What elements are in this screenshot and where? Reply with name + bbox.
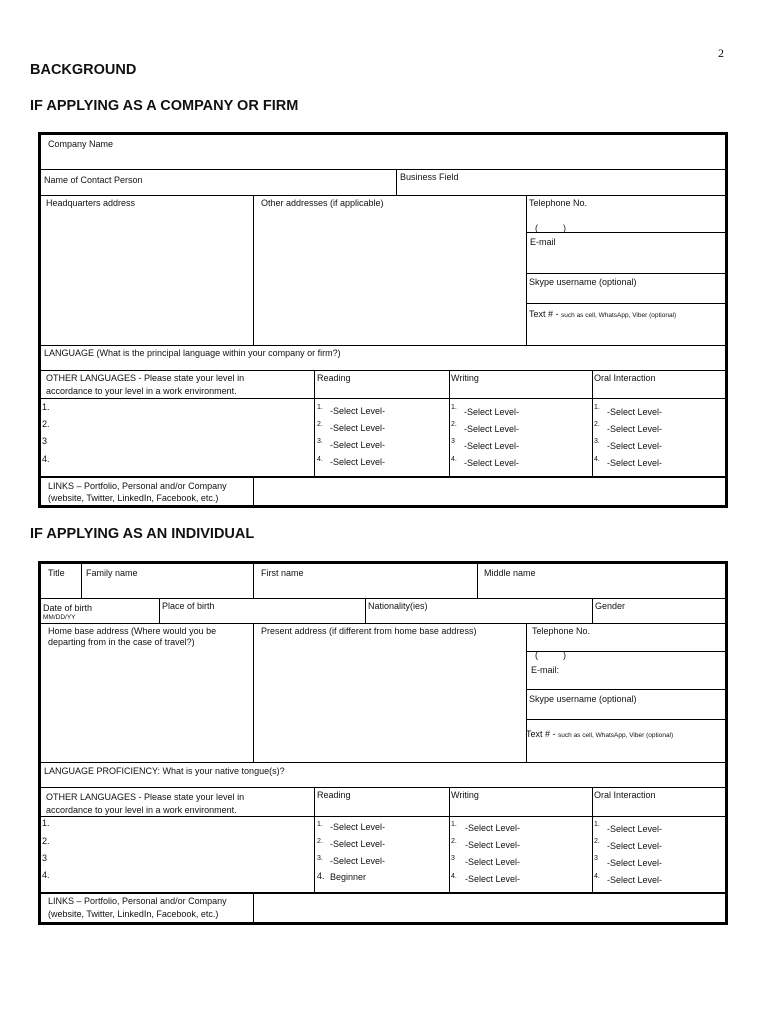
middle-name-input[interactable] xyxy=(480,580,724,597)
links-label-line1: LINKS – Portfolio, Personal and/or Company xyxy=(48,481,227,491)
text-number-label xyxy=(529,309,676,321)
text-number-label-main: Text # - xyxy=(529,309,559,319)
reading-level-number: 1. xyxy=(317,404,323,411)
reading-level-select[interactable]: -Select Level- xyxy=(330,457,386,467)
telephone-area-code: ( ) xyxy=(535,650,566,660)
reading-level-number: 2. xyxy=(317,838,323,845)
skype-label: Skype username (optional) xyxy=(529,277,637,287)
language-row-number: 4. xyxy=(42,454,50,464)
oral-level-select[interactable]: -Select Level- xyxy=(607,407,663,417)
reading-level-number: 4. xyxy=(317,456,323,463)
writing-level-select[interactable]: -Select Level- xyxy=(464,441,520,451)
telephone-label: Telephone No. xyxy=(529,198,588,208)
business-field-input[interactable] xyxy=(470,171,724,193)
oral-level-select[interactable]: -Select Level- xyxy=(607,424,663,434)
writing-level-select[interactable]: -Select Level- xyxy=(464,424,520,434)
reading-level-select[interactable]: -Select Level- xyxy=(330,822,386,832)
contact-person-label: Name of Contact Person xyxy=(44,175,143,185)
language-row-number: 2. xyxy=(42,836,50,846)
reading-level-select[interactable]: -Select Level- xyxy=(330,839,386,849)
writing-level-select[interactable]: -Select Level- xyxy=(464,407,520,417)
other-languages-input[interactable] xyxy=(54,400,312,475)
text-number-label-main: Text # - xyxy=(526,729,556,739)
oral-level-number: 1. xyxy=(594,404,600,411)
writing-level-number: 1. xyxy=(451,404,457,411)
skype-input[interactable] xyxy=(528,706,724,718)
reading-column-header: Reading xyxy=(317,790,351,800)
reading-level-select[interactable]: -Select Level- xyxy=(330,423,386,433)
hq-address-label: Headquarters address xyxy=(46,198,136,208)
dob-input[interactable] xyxy=(100,600,158,622)
language-label: LANGUAGE (What is the principal language within your company or firm?) xyxy=(44,348,341,358)
present-address-input[interactable] xyxy=(256,640,524,761)
oral-level-number: 3. xyxy=(594,438,600,445)
oral-interaction-column-header: Oral Interaction xyxy=(594,373,656,383)
links-label-line2: (website, Twitter, LinkedIn, Facebook, etc.) xyxy=(48,909,219,919)
oral-level-number: 2. xyxy=(594,838,600,845)
company-section-heading: IF APPLYING AS A COMPANY OR FIRM xyxy=(30,98,299,114)
other-languages-label-line2: accordance to your level in a work environment. xyxy=(46,386,237,396)
dob-format-hint: MM/DD/YY xyxy=(43,614,76,621)
telephone-input[interactable] xyxy=(580,640,724,650)
title-label: Title xyxy=(48,568,65,578)
writing-level-number: 4. xyxy=(451,456,457,463)
language-row-number: 4. xyxy=(42,870,50,880)
writing-column-header: Writing xyxy=(451,790,479,800)
company-name-label: Company Name xyxy=(48,139,114,149)
hq-address-input[interactable] xyxy=(42,210,252,344)
telephone-input[interactable] xyxy=(580,220,724,231)
page-title: BACKGROUND xyxy=(30,62,137,78)
native-language-input[interactable] xyxy=(320,764,724,786)
oral-level-number: 2. xyxy=(594,421,600,428)
links-label-line1: LINKS – Portfolio, Personal and/or Company xyxy=(48,896,227,906)
oral-level-select[interactable]: -Select Level- xyxy=(607,875,663,885)
home-address-label-line1: Home base address (Where would you be xyxy=(48,626,217,636)
language-row-number: 2. xyxy=(42,419,50,429)
contact-person-input[interactable] xyxy=(160,171,394,193)
language-proficiency-label: LANGUAGE PROFICIENCY: What is your native tongue(s)? xyxy=(44,766,285,776)
email-input[interactable] xyxy=(528,250,724,272)
gender-input[interactable] xyxy=(632,600,724,622)
telephone-label: Telephone No. xyxy=(532,626,591,636)
language-row-number: 3 xyxy=(42,853,48,863)
other-addresses-input[interactable] xyxy=(256,210,524,344)
business-field-label: Business Field xyxy=(400,172,459,182)
family-name-input[interactable] xyxy=(84,580,252,597)
links-label-line2: (website, Twitter, LinkedIn, Facebook, etc.) xyxy=(48,493,219,503)
text-number-note: such as cell, WhatsApp, Viber (optional) xyxy=(558,732,674,739)
individual-section-heading: IF APPLYING AS AN INDIVIDUAL xyxy=(30,526,255,542)
reading-level-select[interactable]: -Select Level- xyxy=(330,406,386,416)
oral-level-select[interactable]: -Select Level- xyxy=(607,441,663,451)
writing-level-select[interactable]: -Select Level- xyxy=(465,823,521,833)
writing-level-number: 3 xyxy=(451,855,455,862)
email-label: E-mail xyxy=(530,237,556,247)
text-number-input[interactable] xyxy=(528,743,724,761)
oral-level-number: 1. xyxy=(594,821,600,828)
middle-name-label: Middle name xyxy=(484,568,536,578)
other-languages-label-line1: OTHER LANGUAGES - Please state your level in xyxy=(46,792,245,802)
writing-level-number: 2. xyxy=(451,838,457,845)
page-number: 2 xyxy=(718,46,724,60)
oral-level-number: 4. xyxy=(594,873,600,880)
skype-input[interactable] xyxy=(528,289,724,302)
writing-level-select[interactable]: -Select Level- xyxy=(465,874,521,884)
title-input[interactable] xyxy=(42,580,80,597)
links-input[interactable] xyxy=(256,895,724,921)
gender-label: Gender xyxy=(595,601,626,611)
reading-level-number: 3. xyxy=(317,855,323,862)
other-addresses-label: Other addresses (if applicable) xyxy=(261,198,384,208)
writing-level-select[interactable]: -Select Level- xyxy=(465,840,521,850)
reading-level-number: 1. xyxy=(317,821,323,828)
nationality-label: Nationality(ies) xyxy=(368,601,428,611)
writing-level-number: 4. xyxy=(451,873,457,880)
reading-level-select[interactable]: Beginner xyxy=(330,872,367,882)
language-row-number: 3 xyxy=(42,436,48,446)
oral-level-select[interactable]: -Select Level- xyxy=(607,824,663,834)
home-address-input[interactable] xyxy=(42,650,252,761)
text-number-note: such as cell, WhatsApp, Viber (optional) xyxy=(561,312,677,319)
other-languages-input[interactable] xyxy=(54,818,312,891)
place-of-birth-input[interactable] xyxy=(225,600,364,622)
language-row-number: 1. xyxy=(42,402,50,412)
oral-level-select[interactable]: -Select Level- xyxy=(607,458,663,468)
writing-level-number: 2. xyxy=(451,421,457,428)
telephone-area-code: ( ) xyxy=(535,223,566,233)
email-label: E-mail: xyxy=(531,665,560,675)
first-name-input[interactable] xyxy=(256,580,476,597)
language-input[interactable] xyxy=(380,347,724,369)
links-input[interactable] xyxy=(256,479,724,504)
reading-level-number: 3. xyxy=(317,438,323,445)
place-of-birth-label: Place of birth xyxy=(162,601,215,611)
reading-level-number: 4. xyxy=(317,871,325,881)
company-name-input[interactable] xyxy=(42,150,722,168)
oral-level-select[interactable]: -Select Level- xyxy=(607,858,663,868)
text-number-input[interactable] xyxy=(528,322,724,344)
language-row-number: 1. xyxy=(42,818,50,828)
writing-column-header: Writing xyxy=(451,373,479,383)
oral-level-select[interactable]: -Select Level- xyxy=(607,841,663,851)
reading-level-select[interactable]: -Select Level- xyxy=(330,856,386,866)
family-name-label: Family name xyxy=(86,568,138,578)
oral-level-number: 3 xyxy=(594,855,598,862)
other-languages-label-line1: OTHER LANGUAGES - Please state your level in xyxy=(46,373,245,383)
oral-level-number: 4. xyxy=(594,456,600,463)
first-name-label: First name xyxy=(261,568,304,578)
reading-level-select[interactable]: -Select Level- xyxy=(330,440,386,450)
reading-column-header: Reading xyxy=(317,373,351,383)
nationality-input[interactable] xyxy=(440,600,591,622)
writing-level-select[interactable]: -Select Level- xyxy=(465,857,521,867)
dob-label: Date of birth xyxy=(43,603,93,613)
skype-label: Skype username (optional) xyxy=(529,694,637,704)
reading-level-number: 2. xyxy=(317,421,323,428)
present-address-label: Present address (if different from home base address) xyxy=(261,626,477,636)
writing-level-number: 1. xyxy=(451,821,457,828)
home-address-label-line2: departing from in the case of travel?) xyxy=(48,637,195,647)
oral-interaction-column-header: Oral Interaction xyxy=(594,790,656,800)
other-languages-label-line2: accordance to your level in a work environment. xyxy=(46,805,237,815)
writing-level-select[interactable]: -Select Level- xyxy=(464,458,520,468)
text-number-label xyxy=(526,729,673,741)
email-input[interactable] xyxy=(565,653,724,688)
writing-level-number: 3 xyxy=(451,438,455,445)
